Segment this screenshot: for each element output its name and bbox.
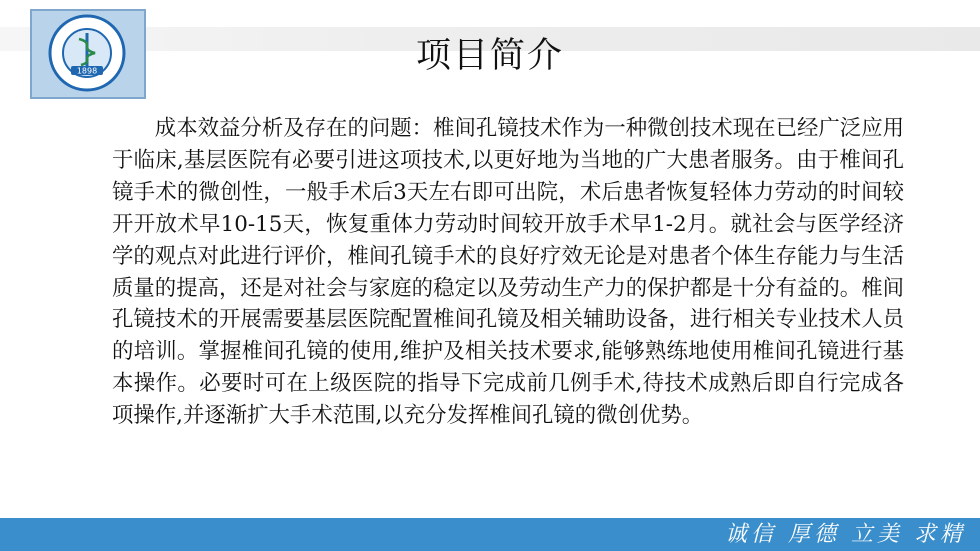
footer-motto: 诚信 厚德 立美 求精 — [725, 522, 966, 547]
slide-body-text: 成本效益分析及存在的问题：椎间孔镜技术作为一种微创技术现在已经广泛应用于临床,基层医院有必要引进这项技术,以更好地为当地的广大患者服务。由于椎间孔镜手术的微创性，一般手术后3天左右即可出院，术后患者恢复轻体力劳动的时间较开开放术早10-15天，恢复重体力劳动时间较开放手术早1-2月。就社会与医学经济学的观点对此进行评价，椎间孔镜手术的良好疗效无论是对患者个体生存能力与生活质量的提高，还是对社会与家庭的稳定以及劳动生产力的保护都是十分有益的。椎间孔镜技术的开展需要基层医院配置椎间孔镜及相关辅助设备，进行相关专业技术人员的培训。掌握椎间孔镜的使用,维护及相关技术要求,能够熟练地使用椎间孔镜进行基本操作。必要时可在上级医院的指导下完成前几例手术,待技术成熟后即自行完成各项操作,并逐渐扩大手术范围,以充分发挥椎间孔镜的微创优势。 — [112, 116, 904, 429]
footer-bar — [0, 518, 980, 551]
slide-title: 项目简介 — [415, 36, 564, 76]
logo-year: 1898 — [76, 66, 98, 76]
